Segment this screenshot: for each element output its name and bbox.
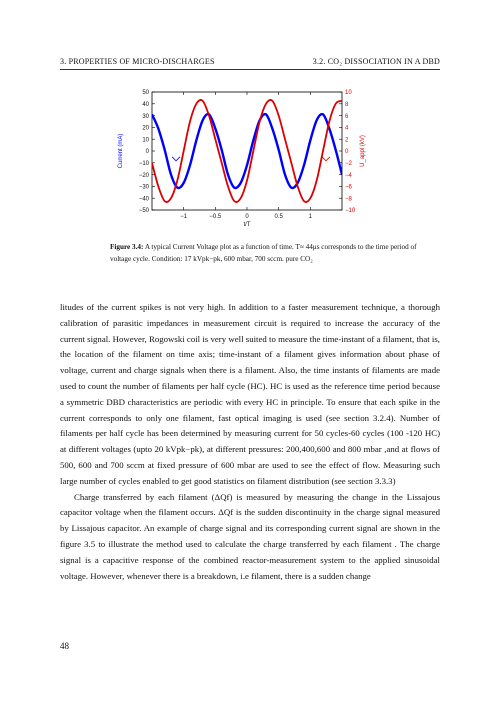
y-left-tick-label: 20 — [142, 125, 149, 132]
figure-label: Figure 3.4: — [110, 243, 144, 251]
x-tick-label: 0 — [245, 214, 249, 220]
page-number: 48 — [60, 641, 69, 651]
x-tick-label: 0.5 — [274, 214, 283, 220]
y-right-tick-label: −10 — [345, 208, 356, 215]
y-right-tick-label: 2 — [345, 137, 349, 144]
y-right-tick-label: 10 — [345, 90, 352, 97]
x-tick-label: −0.5 — [209, 214, 222, 220]
y-left-tick-label: 10 — [142, 137, 149, 144]
y-right-tick-label: 6 — [345, 113, 349, 120]
y-left-tick-label: 0 — [145, 149, 149, 156]
y-left-tick-label: 30 — [142, 113, 149, 120]
paragraph-1: litudes of the current spikes is not very high. In addition to a faster measurement technique, a thorough calibration of parasitic impedances in measurement circuit is required to increase the accuracy of the current signal. However, Rogowski coil is very well suited to measure the time-instant of a filament, that is, the location of the filament on time axis; time-instant of a filament gives information about phase of voltage, current and charge signals when there is a filament. Also, the time instants of filaments are made used to count the number of filaments per half cycle (HC). HC is used as the reference time period because a symmetric DBD characteristics are periodic with every HC in principle. To ensure that each spike in the current corresponds to only one filament, fast optical imaging is used (see section 3.2.4). Number of filaments per half cycle has been determined by measuring current for 50 cycles-60 cycles (100 -120 HC) at different voltages (upto 20 kVpk−pk), at different pressures: 200,400,600 and 800 mbar ,and at flows of 500, 600 and 700 sccm at fixed pressure of 600 mbar are used to see the effect of flow. Measuring such large number of cycles enabled to get good statistics on filament distribution (see section 3.3.3) — [60, 302, 440, 486]
y-right-tick-label: −2 — [345, 161, 352, 167]
y-right-tick-label: 4 — [345, 125, 349, 132]
header-section: 3.2. CO₂ DISSOCIATION IN A DBD — [312, 57, 440, 66]
y-right-tick-label: 0 — [345, 149, 349, 156]
x-axis-label: t/T — [243, 222, 251, 228]
y-left-tick-label: −40 — [138, 196, 149, 203]
x-tick-label: −1 — [180, 214, 188, 220]
y-left-tick-label: −30 — [138, 184, 149, 191]
y-right-tick-label: −4 — [345, 172, 352, 179]
header-rule — [60, 69, 440, 70]
x-tick-label: 1 — [308, 214, 313, 220]
y-left-tick-label: −10 — [138, 161, 149, 167]
header-chapter: 3. PROPERTIES OF MICRO-DISCHARGES — [60, 57, 215, 66]
paragraph-2: Charge transferred by each filament (ΔQf) is measured by measuring the change in the Lissajous capacitor voltage when the filament occurs. ΔQf is the sudden discontinuity in the charge signal measured by Lissajous capacitor. An example of charge signal and its corresponding current signal are shown in the figure 3.5 to illustrate the method used to calculate the charge transferred by each filament . The charge signal is a capacitive response of the combined reactor-measurement system to the applied sinusoidal voltage. However, whenever there is a breakdown, i.e filament, there is a sudden change — [60, 491, 440, 581]
y-left-axis-label: Current (mA) — [118, 133, 124, 169]
body-text — [60, 300, 440, 584]
figure-caption — [110, 242, 432, 265]
y-right-tick-label: −6 — [345, 184, 352, 191]
y-right-tick-label: −8 — [345, 196, 352, 203]
y-left-tick-label: 40 — [142, 102, 149, 108]
figure-caption-text: A typical Current Voltage plot as a function of time. T≈ 44μs corresponds to the time period of voltage cycle. Condition: 17 kVpk−pk, 600 mbar, 700 sccm. pure CO₂ — [110, 243, 417, 263]
y-left-tick-label: −50 — [138, 208, 149, 215]
y-right-axis-label: U_appl (kV) — [360, 135, 366, 167]
y-left-tick-label: −20 — [138, 172, 149, 179]
y-left-tick-label: 50 — [142, 90, 149, 97]
current-voltage-chart — [110, 84, 370, 232]
y-right-tick-label: 8 — [345, 102, 349, 108]
